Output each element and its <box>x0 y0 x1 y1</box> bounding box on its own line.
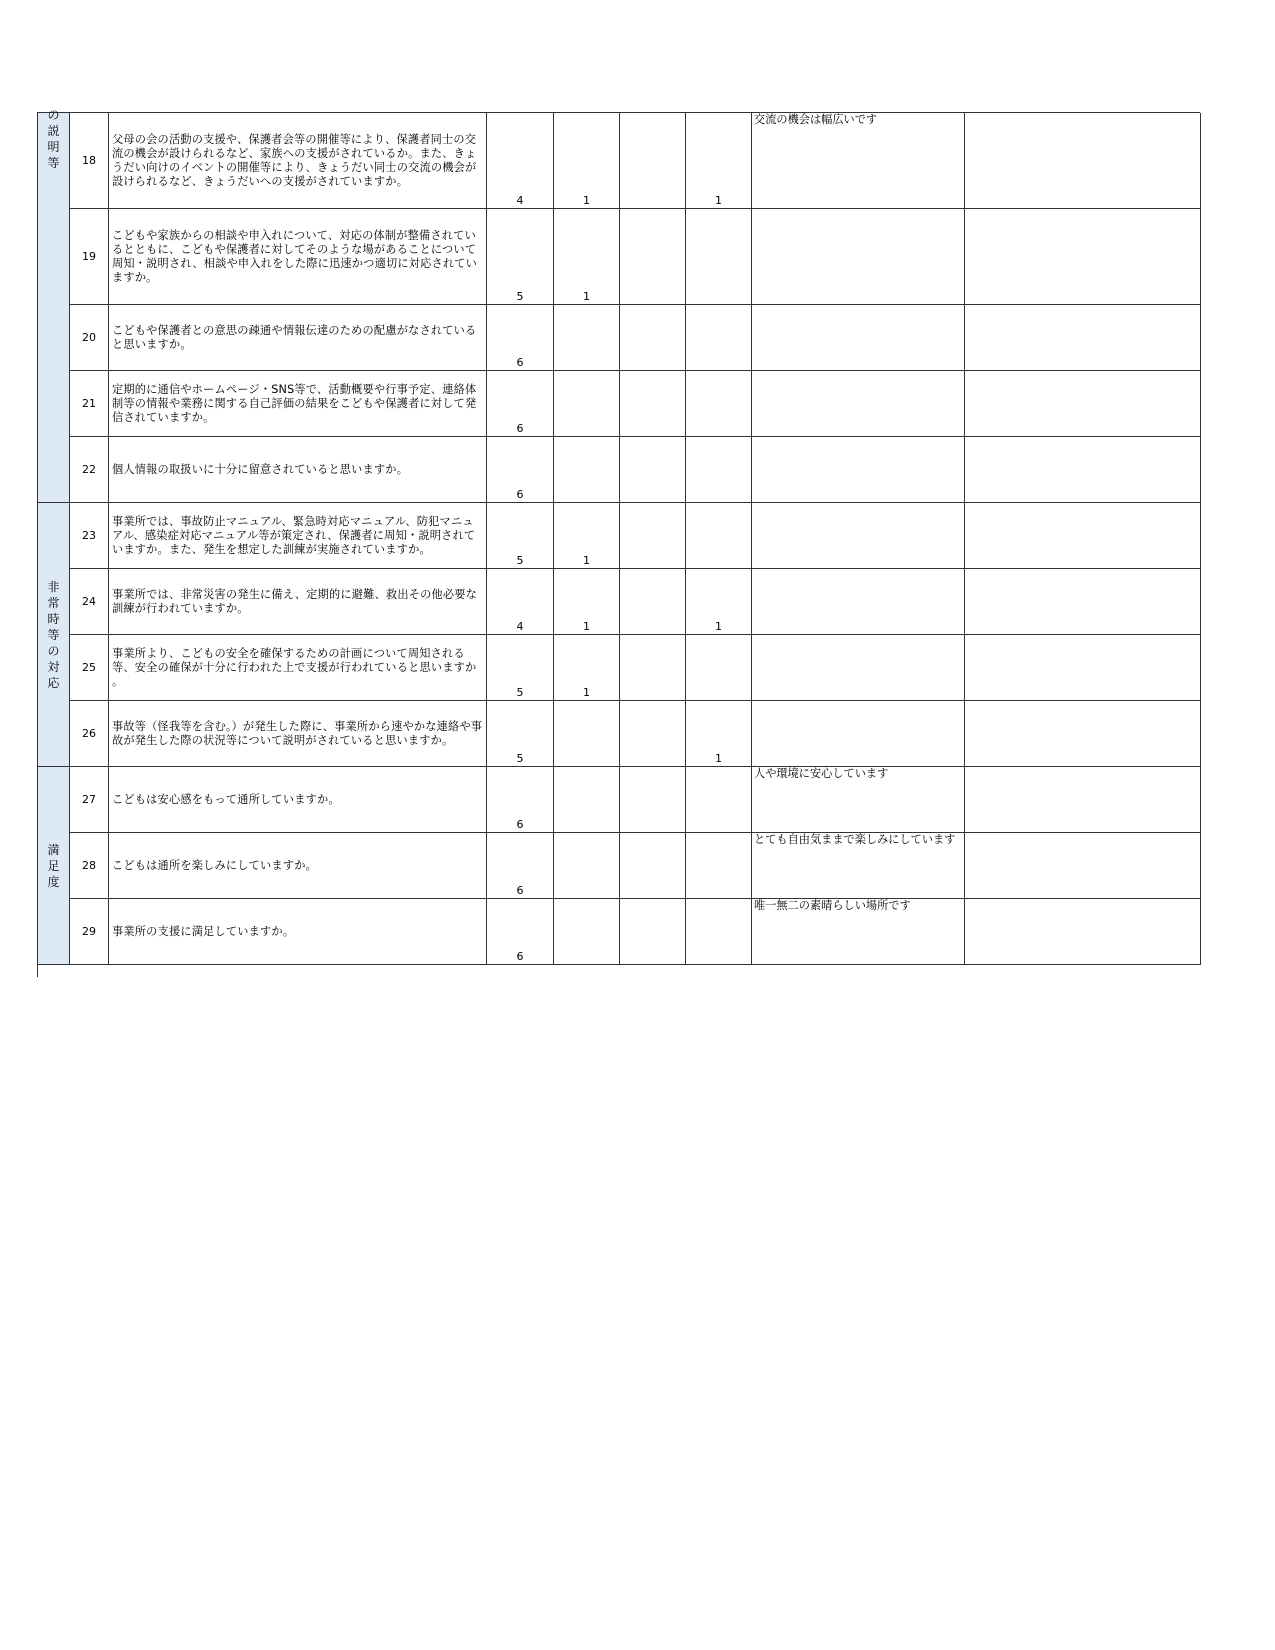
comment-cell <box>752 569 965 635</box>
question-number: 20 <box>70 305 109 371</box>
question-text <box>109 701 487 767</box>
question-number: 24 <box>70 569 109 635</box>
category-char: 度 <box>47 875 60 889</box>
category-cell <box>38 767 70 965</box>
comment-cell: 唯一無二の素晴らしい場所です <box>752 899 965 965</box>
remark-cell <box>965 767 1201 833</box>
question-text <box>109 371 487 437</box>
answer-count-1: 5 <box>487 209 554 305</box>
question-label: こどもは通所を楽しみにしていますか。 <box>112 858 317 872</box>
answer-count-3 <box>620 767 686 833</box>
answer-count-4 <box>686 209 752 305</box>
question-text <box>109 437 487 503</box>
answer-count-1: 6 <box>487 899 554 965</box>
answer-count-4 <box>686 305 752 371</box>
answer-count-2: 1 <box>554 113 620 209</box>
answer-count-4 <box>686 833 752 899</box>
question-number: 26 <box>70 701 109 767</box>
category-char: 常 <box>47 596 60 610</box>
comment-cell: 交流の機会は幅広いです <box>752 113 965 209</box>
answer-count-2 <box>554 899 620 965</box>
answer-count-3 <box>620 833 686 899</box>
answer-count-3 <box>620 569 686 635</box>
question-label: 父母の会の活動の支援や、保護者会等の開催等により、保護者同士の交流の機会が設けられるなど、家族への支援がされているか。また、きょうだい向けのイベントの開催等により、きょうだい同士の交流の機会が設けられるなど、きょうだいへの支援がされていますか。 <box>112 132 477 188</box>
comment-cell <box>752 371 965 437</box>
answer-count-1: 6 <box>487 767 554 833</box>
answer-count-4: 1 <box>686 113 752 209</box>
category-char: 明 <box>47 140 60 154</box>
category-cell <box>38 108 70 503</box>
answer-count-1: 4 <box>487 113 554 209</box>
answer-count-1: 6 <box>487 437 554 503</box>
survey-table <box>37 108 1200 977</box>
answer-count-3 <box>620 371 686 437</box>
answer-count-3 <box>620 701 686 767</box>
remark-cell <box>965 833 1201 899</box>
answer-count-3 <box>620 209 686 305</box>
answer-count-2 <box>554 833 620 899</box>
question-label: 定期的に通信やホームページ・SNS等で、活動概要や行事予定、連絡体制等の情報や業務に関する自己評価の結果をこどもや保護者に対して発信されていますか。 <box>112 382 477 424</box>
question-number: 21 <box>70 371 109 437</box>
question-label: 事業所では、非常災害の発生に備え、定期的に避難、救出その他必要な訓練が行われていますか。 <box>112 587 478 615</box>
answer-count-3 <box>620 635 686 701</box>
remark-cell <box>965 635 1201 701</box>
question-label: こどもや家族からの相談や申入れについて、対応の体制が整備されているとともに、こどもや保護者に対してそのような場があることについて周知・説明され、相談や申入れをした際に迅速かつ適切に対応されていますか。 <box>112 228 478 284</box>
answer-count-4 <box>686 371 752 437</box>
question-number: 22 <box>70 437 109 503</box>
question-label: 事業所の支援に満足していますか。 <box>112 924 295 938</box>
answer-count-2: 1 <box>554 635 620 701</box>
answer-count-2 <box>554 767 620 833</box>
question-text <box>109 569 487 635</box>
remark-cell <box>965 503 1201 569</box>
remark-cell <box>965 437 1201 503</box>
answer-count-1: 5 <box>487 503 554 569</box>
answer-count-4 <box>686 635 752 701</box>
answer-count-1: 6 <box>487 371 554 437</box>
category-char: 等 <box>47 156 60 170</box>
question-label: 事業所より、こどもの安全を確保するための計画について周知される等、安全の確保が十分に行われた上で支援が行われていると思いますか 。 <box>112 646 477 688</box>
answer-count-2 <box>554 371 620 437</box>
question-number: 23 <box>70 503 109 569</box>
category-char: 時 <box>47 612 60 626</box>
comment-cell: とても自由気ままで楽しみにしています <box>752 833 965 899</box>
question-text <box>109 305 487 371</box>
answer-count-4 <box>686 503 752 569</box>
question-number: 28 <box>70 833 109 899</box>
category-char: 非 <box>47 580 60 594</box>
remark-cell <box>965 899 1201 965</box>
question-number: 29 <box>70 899 109 965</box>
comment-cell <box>752 209 965 305</box>
comment-cell: 人や環境に安心しています <box>752 767 965 833</box>
question-text <box>109 899 487 965</box>
answer-count-4: 1 <box>686 701 752 767</box>
category-cell <box>38 503 70 767</box>
question-label: 事故等（怪我等を含む。）が発生した際に、事業所から速やかな連絡や事故が発生した際の状況等について説明がされていると思いますか。 <box>112 719 483 747</box>
answer-count-3 <box>620 305 686 371</box>
question-number: 18 <box>70 113 109 209</box>
question-number: 19 <box>70 209 109 305</box>
answer-count-1: 5 <box>487 701 554 767</box>
category-char: 応 <box>47 676 60 690</box>
category-char: 等 <box>47 628 60 642</box>
question-number: 27 <box>70 767 109 833</box>
category-char: 説 <box>47 124 60 138</box>
category-label <box>38 842 69 890</box>
question-label: 事業所では、事故防止マニュアル、緊急時対応マニュアル、防犯マニュアル、感染症対応マニュアル等が策定され、保護者に周知・説明されていますか。また、発生を想定した訓練が実施されていますか。 <box>112 514 476 556</box>
remark-cell <box>965 305 1201 371</box>
answer-count-1: 4 <box>487 569 554 635</box>
remark-cell <box>965 371 1201 437</box>
answer-count-1: 6 <box>487 305 554 371</box>
answer-count-1: 6 <box>487 833 554 899</box>
question-text <box>109 635 487 701</box>
answer-count-4: 1 <box>686 569 752 635</box>
answer-count-4 <box>686 437 752 503</box>
remark-cell <box>965 113 1201 209</box>
comment-cell <box>752 635 965 701</box>
category-char: の <box>47 108 60 122</box>
answer-count-4 <box>686 767 752 833</box>
comment-cell <box>752 701 965 767</box>
answer-count-3 <box>620 503 686 569</box>
category-char: 満 <box>47 843 60 857</box>
question-number: 25 <box>70 635 109 701</box>
answer-count-2 <box>554 437 620 503</box>
category-label <box>38 107 69 171</box>
comment-cell <box>752 503 965 569</box>
answer-count-3 <box>620 437 686 503</box>
answer-count-3 <box>620 899 686 965</box>
question-text <box>109 503 487 569</box>
question-label: こどもは安心感をもって通所していますか。 <box>112 792 340 806</box>
comment-cell <box>752 305 965 371</box>
category-char: 対 <box>47 660 60 674</box>
question-label: 個人情報の取扱いに十分に留意されていると思いますか。 <box>112 462 409 476</box>
answer-count-2 <box>554 701 620 767</box>
category-char: 足 <box>47 859 60 873</box>
answer-count-2: 1 <box>554 569 620 635</box>
question-text <box>109 767 487 833</box>
category-label <box>38 579 69 691</box>
answer-count-2 <box>554 305 620 371</box>
remark-cell <box>965 569 1201 635</box>
answer-count-2: 1 <box>554 209 620 305</box>
answer-count-1: 5 <box>487 635 554 701</box>
answer-count-4 <box>686 899 752 965</box>
question-text <box>109 209 487 305</box>
remark-cell <box>965 701 1201 767</box>
answer-count-2: 1 <box>554 503 620 569</box>
question-text <box>109 113 487 209</box>
question-text <box>109 833 487 899</box>
remark-cell <box>965 209 1201 305</box>
category-char: の <box>47 644 60 658</box>
answer-count-3 <box>620 113 686 209</box>
question-label: こどもや保護者との意思の疎通や情報伝達のための配慮がなされていると思いますか。 <box>112 323 477 351</box>
comment-cell <box>752 437 965 503</box>
